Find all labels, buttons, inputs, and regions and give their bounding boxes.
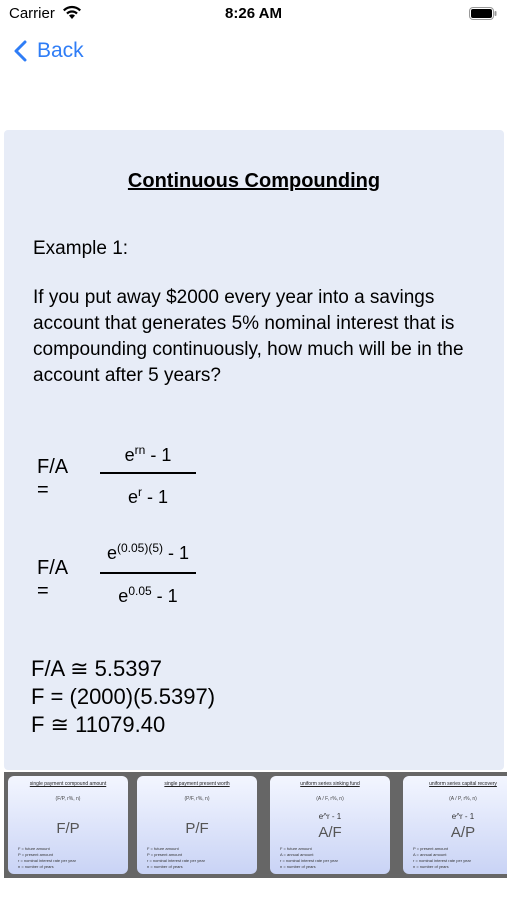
fraction-line bbox=[100, 572, 196, 574]
problem-text: If you put away $2000 every year into a savings account that generates 5% nominal interest that is compounding continuously, how much will be in the account after 5 years? bbox=[33, 287, 464, 386]
battery-icon bbox=[469, 7, 497, 20]
thumbnail-subtitle: (F/P, r%, n) bbox=[55, 796, 81, 802]
formula-denominator: $e^r - 1$ bbox=[127, 485, 169, 507]
thumbnail-title: single payment present worth bbox=[164, 781, 230, 787]
thumbnail-af[interactable] bbox=[270, 776, 390, 874]
navigation-bar bbox=[0, 34, 507, 74]
thumbnail-label: A/P bbox=[450, 824, 476, 841]
carrier-label: Carrier bbox=[9, 5, 55, 22]
thumbnail-subtitle: (P/F, r%, n) bbox=[184, 796, 210, 802]
thumbnail-legend: F = future amount P = present amount r = nominal interest rate per year n = number of years bbox=[18, 846, 76, 869]
thumbnail-strip[interactable] bbox=[4, 772, 507, 878]
thumbnail-fraction: e^r - 1 bbox=[451, 812, 475, 821]
thumbnail-fp[interactable] bbox=[8, 776, 128, 874]
thumbnail-title: uniform series sinking fund bbox=[300, 781, 360, 787]
slide-title: Continuous Compounding bbox=[127, 170, 381, 192]
formula-lhs: F/A = bbox=[37, 557, 68, 602]
result-line: F/A ≅ 5.5397 bbox=[31, 656, 162, 681]
fraction-line bbox=[100, 472, 196, 474]
formula-lhs: F/A = bbox=[37, 456, 68, 501]
thumbnail-label: F/P bbox=[56, 820, 80, 837]
thumbnail-title: uniform series capital recovery bbox=[429, 781, 497, 787]
back-button[interactable] bbox=[14, 39, 84, 63]
slide-image bbox=[4, 130, 504, 770]
formula-numerator: $e^{rn} - 1$ bbox=[124, 443, 172, 465]
thumbnail-legend: P = present amount A = annual amount r = nominal interest rate per year n = number of years bbox=[413, 846, 471, 869]
thumbnail-legend: F = future amount P = present amount r = nominal interest rate per year n = number of years bbox=[147, 846, 205, 869]
thumbnail-title: single payment compound amount bbox=[29, 781, 107, 787]
thumbnail-label: A/F bbox=[318, 824, 342, 841]
thumbnail-fraction: e^r - 1 bbox=[318, 812, 342, 821]
formula-numerator: $e^{(0.05)(5)} - 1$ bbox=[106, 541, 190, 563]
thumbnail-legend: F = future amount A = annual amount r = nominal interest rate per year n = number of years bbox=[280, 846, 338, 869]
thumbnail-ap[interactable] bbox=[403, 776, 507, 874]
result-line: F ≅ 11079.40 bbox=[31, 712, 166, 737]
thumbnail-label: P/F bbox=[185, 820, 209, 837]
result-line: F = (2000)(5.5397) bbox=[31, 684, 216, 709]
example-label: Example 1: bbox=[33, 238, 129, 259]
thumbnail-subtitle: (A / P, r%, n) bbox=[449, 796, 477, 802]
clock: 8:26 AM bbox=[225, 5, 282, 22]
status-bar bbox=[0, 0, 507, 30]
back-label: Back bbox=[37, 39, 84, 62]
chevron-left-icon bbox=[14, 40, 27, 62]
formula-denominator: $e^{0.05} - 1$ bbox=[118, 584, 178, 606]
thumbnail-pf[interactable] bbox=[137, 776, 257, 874]
thumbnail-subtitle: (A / F, r%, n) bbox=[316, 796, 344, 802]
